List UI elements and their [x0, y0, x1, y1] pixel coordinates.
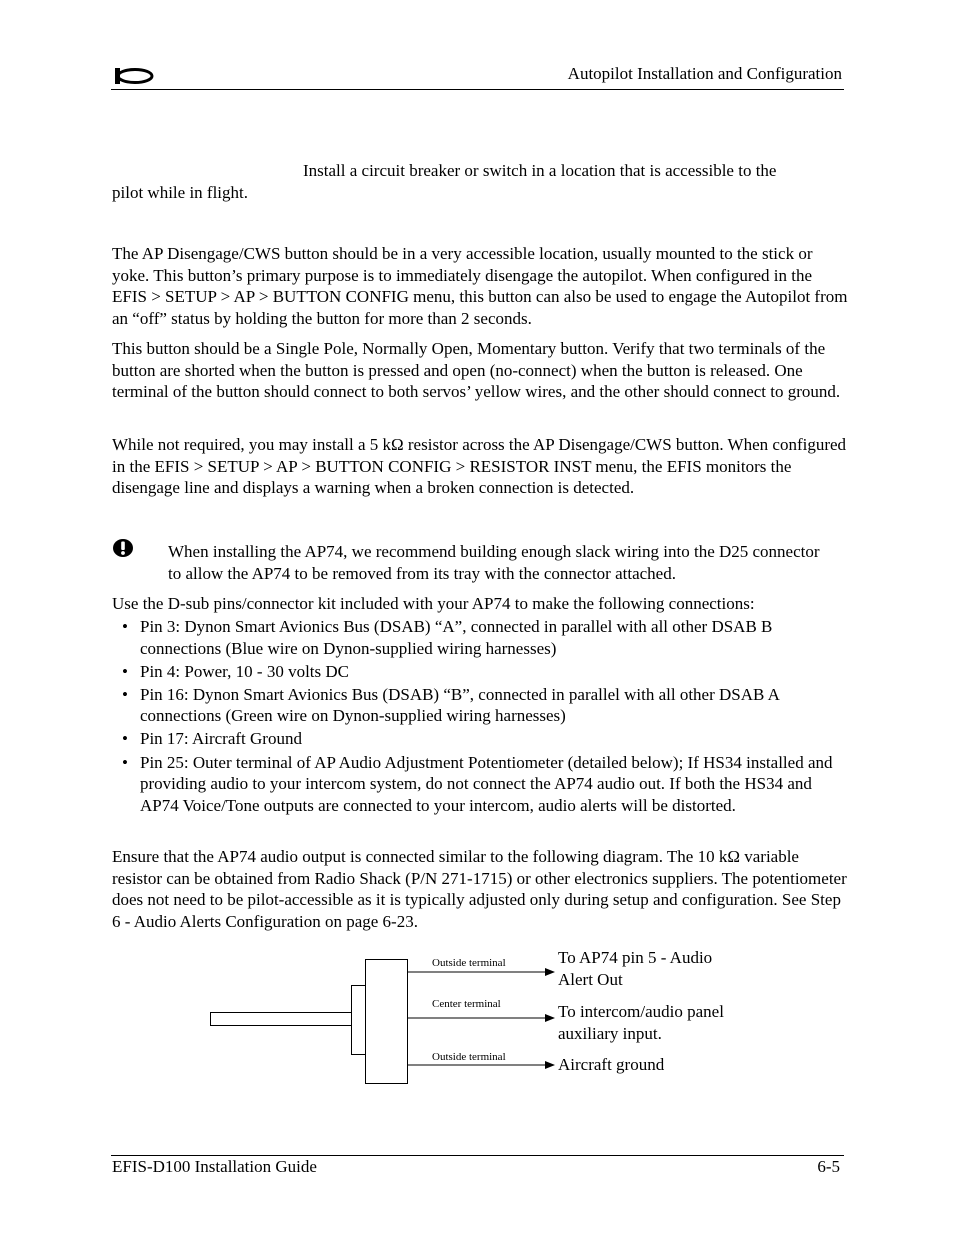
power-text-line1: Install a circuit breaker or switch in a location that is accessible to the [303, 161, 777, 180]
disengage-paragraph-1: The AP Disengage/CWS button should be in a very accessible location, usually mounted to the stick or yoke. This button’s primary purpose is to immediately disengage the autopilot. When configured in the EFIS > SETUP > AP > BUTTON CONFIG menu, this button can also be used to engage the Autopilot from an “off” status by holding the button for more than 2 seconds. [112, 244, 848, 328]
connections-intro: Use the D-sub pins/connector kit included with your AP74 to make the following connections: [112, 594, 755, 613]
footer-rule [111, 1155, 844, 1156]
destination-ap74-pin5: To AP74 pin 5 - Audio Alert Out [558, 948, 713, 989]
list-item: • Pin 3: Dynon Smart Avionics Bus (DSAB) “A”, connected in parallel with all other DSAB B connections (Blue wire on Dynon-supplied wiring harnesses) [122, 617, 773, 658]
bullet-icon: • [122, 752, 128, 772]
page-number: 6-5 [817, 1157, 840, 1176]
power-text-line2: pilot while in flight. [112, 183, 248, 202]
terminal-label-center: Center terminal [432, 998, 501, 1010]
terminal-label-outside-bottom: Outside terminal [432, 1051, 506, 1063]
disengage-paragraph-2: This button should be a Single Pole, Normally Open, Momentary button. Verify that two terminals of the button are shorted when the button is pressed and open (no-connect) when the button is released. One terminal of the button should connect to both servos’ yellow wires, and the other should connect to ground. [112, 339, 841, 402]
bullet-icon: • [122, 617, 128, 636]
destination-aircraft-ground: Aircraft ground [558, 1055, 665, 1074]
potentiometer-body [366, 960, 408, 1084]
list-item: • Pin 16: Dynon Smart Avionics Bus (DSAB) “B”, connected in parallel with all other DSAB A connections (Green wire on Dynon-supplied wiring harnesses) [122, 684, 780, 726]
footer-title: EFIS-D100 Installation Guide [112, 1157, 317, 1176]
dynon-logo-icon [111, 66, 155, 86]
list-item: • Pin 4: Power, 10 - 30 volts DC [122, 661, 349, 681]
header-rule [111, 89, 844, 90]
bullet-icon: • [122, 729, 128, 749]
potentiometer-collar [352, 986, 366, 1055]
list-item: • Pin 17: Aircraft Ground [122, 729, 302, 749]
terminal-label-outside-top: Outside terminal [432, 957, 506, 969]
potentiometer-diagram [200, 950, 570, 1090]
bullet-icon: • [122, 661, 128, 681]
header-title: Autopilot Installation and Configuration [567, 64, 842, 83]
exclamation-icon [112, 538, 134, 558]
connections-list [122, 616, 846, 818]
list-item: • Pin 25: Outer terminal of AP Audio Adjustment Potentiometer (detailed below); If HS34 installed and providing audio to your intercom system, do not connect the AP74 audio out. If both the HS34 and AP74 Voice/Tone outputs are connected to your intercom, audio alerts will be distorted. [122, 752, 833, 815]
note-text: When installing the AP74, we recommend building enough slack wiring into the D25 connector to allow the AP74 to be removed from its tray with the connector attached. [168, 542, 820, 583]
bullet-icon: • [122, 684, 128, 704]
audio-paragraph: Ensure that the AP74 audio output is connected similar to the following diagram. The 10 kΩ variable resistor can be obtained from Radio Shack (P/N 271-1715) or other electronics suppliers. The potentiometer does not need to be pilot-accessible as it is typically adjusted only during setup and configuration. See Step 6 - Audio Alerts Configuration on page 6-23. [112, 847, 847, 931]
destination-intercom: To intercom/audio panel auxiliary input. [558, 1002, 724, 1043]
disengage-paragraph-3: While not required, you may install a 5 kΩ resistor across the AP Disengage/CWS button. When configured in the EFIS > SETUP > AP > BUTTON CONFIG > RESISTOR INST menu, the EFIS monitors the disengage line and displays a warning when a broken connection is detected. [112, 435, 847, 498]
potentiometer-shaft [211, 1013, 352, 1026]
